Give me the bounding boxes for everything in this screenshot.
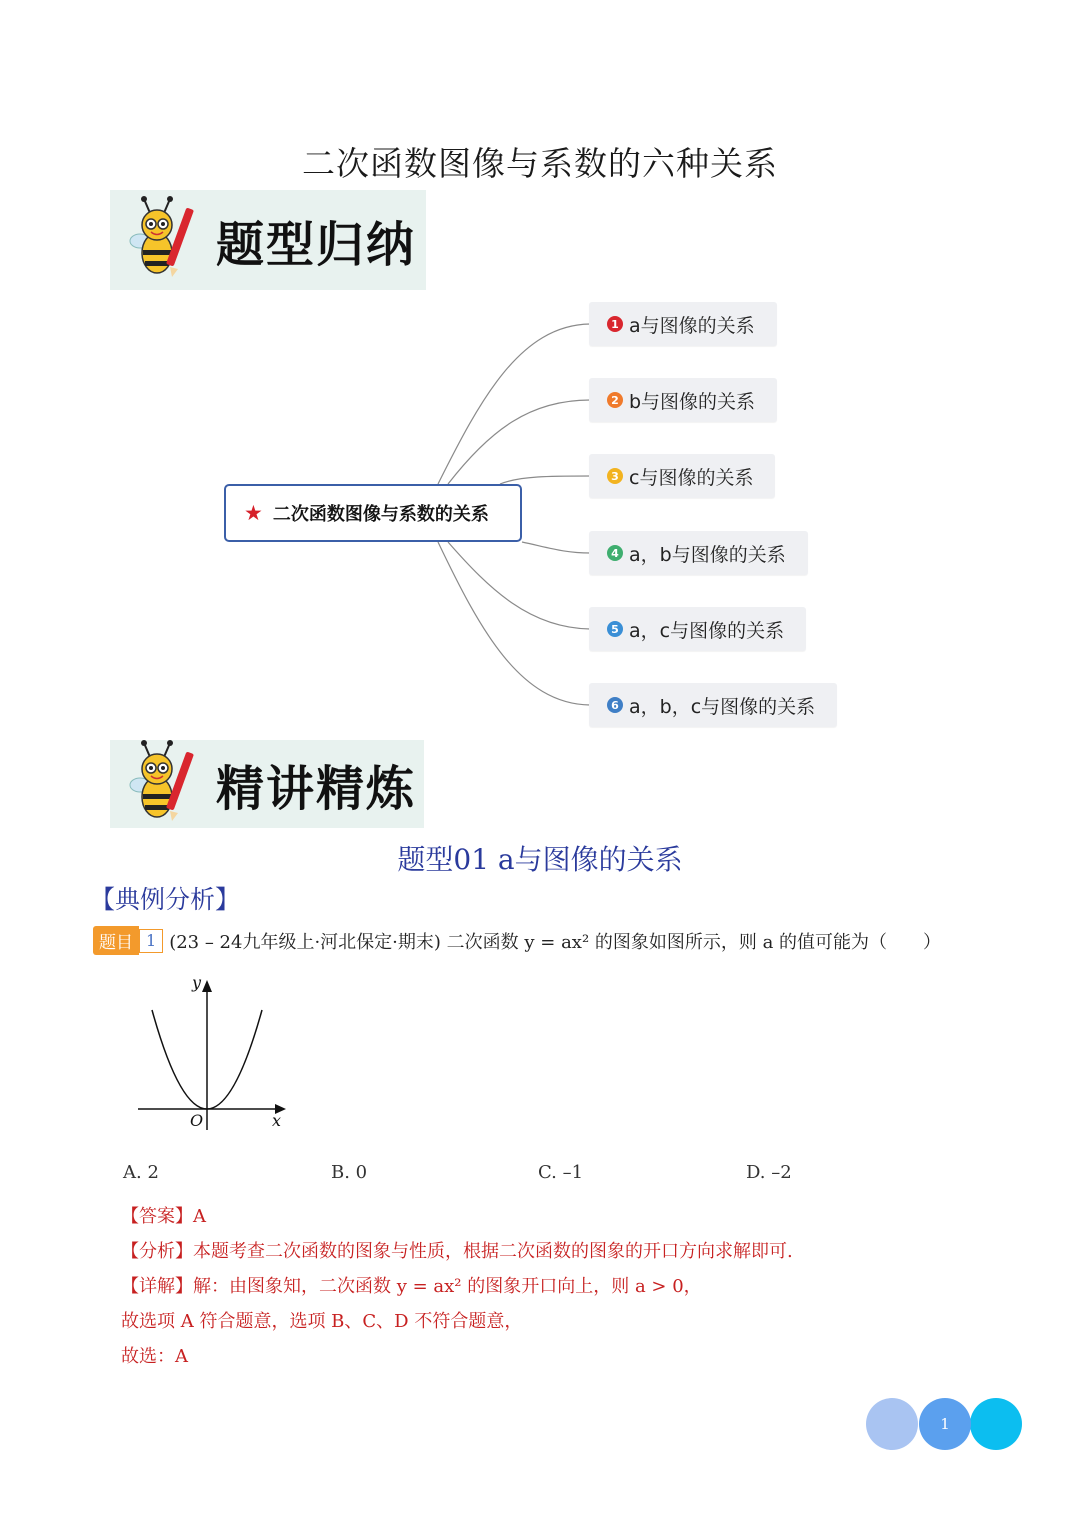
mindmap-branch-label: c与图像的关系: [629, 466, 754, 489]
mindmap-branch-label: a与图像的关系: [629, 314, 755, 337]
mindmap-branch-6: [589, 683, 837, 727]
mindmap-branch-1: [589, 302, 777, 346]
mindmap-connectors: [0, 0, 1080, 760]
bee-pencil-icon: [122, 739, 202, 829]
number-4-icon: 4: [607, 545, 623, 561]
number-3-icon: 3: [607, 468, 623, 484]
mindmap-branch-4: [589, 531, 808, 575]
parabola-graph: [130, 970, 300, 1135]
page-number-badge: [864, 1396, 1024, 1452]
detail-line-3: 故选：A: [121, 1346, 188, 1367]
number-2-icon: 2: [607, 392, 623, 408]
mindmap-branch-label: a，c与图像的关系: [629, 619, 785, 642]
number-5-icon: 5: [607, 621, 623, 637]
y-axis-label: y: [192, 973, 202, 992]
mindmap-branch-3: [589, 454, 775, 498]
detail-line-1: 【详解】解：由图象知，二次函数 y = ax² 的图象开口向上，则 a > 0，: [121, 1276, 702, 1297]
question-line: [93, 926, 941, 955]
option-d: D. –2: [746, 1162, 792, 1183]
question-number: 1: [139, 929, 163, 953]
banner-practice-label: 精讲精炼: [216, 760, 417, 817]
banner-summary-label: 题型归纳: [216, 216, 417, 273]
document-title: 二次函数图像与系数的六种关系: [302, 144, 778, 183]
section-heading: 题型01 a与图像的关系: [397, 843, 683, 876]
mindmap-branch-label: b与图像的关系: [629, 390, 756, 413]
page-number: 1: [940, 1415, 950, 1433]
mindmap-branch-label: a，b，c与图像的关系: [629, 695, 816, 718]
question-text: (23 – 24九年级上·河北保定·期末) 二次函数 y = ax² 的图象如图所示，则 a 的值可能为（ ）: [169, 931, 942, 953]
x-axis-label: x: [272, 1111, 282, 1130]
mindmap-root-label: 二次函数图像与系数的关系: [272, 504, 489, 525]
option-a: A. 2: [123, 1162, 159, 1183]
example-analysis-label: 【典例分析】: [90, 885, 241, 914]
answer-line: 【答案】A: [121, 1206, 206, 1227]
question-badge: 题目: [93, 926, 139, 955]
mindmap-branch-2: [589, 378, 777, 422]
mindmap-root: [224, 484, 522, 542]
option-c: C. –1: [538, 1162, 584, 1183]
number-6-icon: 6: [607, 697, 623, 713]
mindmap-branch-5: [589, 607, 806, 651]
detail-line-2: 故选项 A 符合题意，选项 B、C、D 不符合题意，: [121, 1311, 523, 1332]
star-icon: ★: [244, 501, 263, 525]
banner-practice: [110, 740, 424, 828]
analysis-line: 【分析】本题考查二次函数的图象与性质，根据二次函数的图象的开口方向求解即可.: [121, 1241, 793, 1262]
number-1-icon: 1: [607, 316, 623, 332]
mindmap-branch-label: a，b与图像的关系: [629, 543, 786, 566]
origin-label: O: [190, 1111, 204, 1130]
option-b: B. 0: [331, 1162, 368, 1183]
